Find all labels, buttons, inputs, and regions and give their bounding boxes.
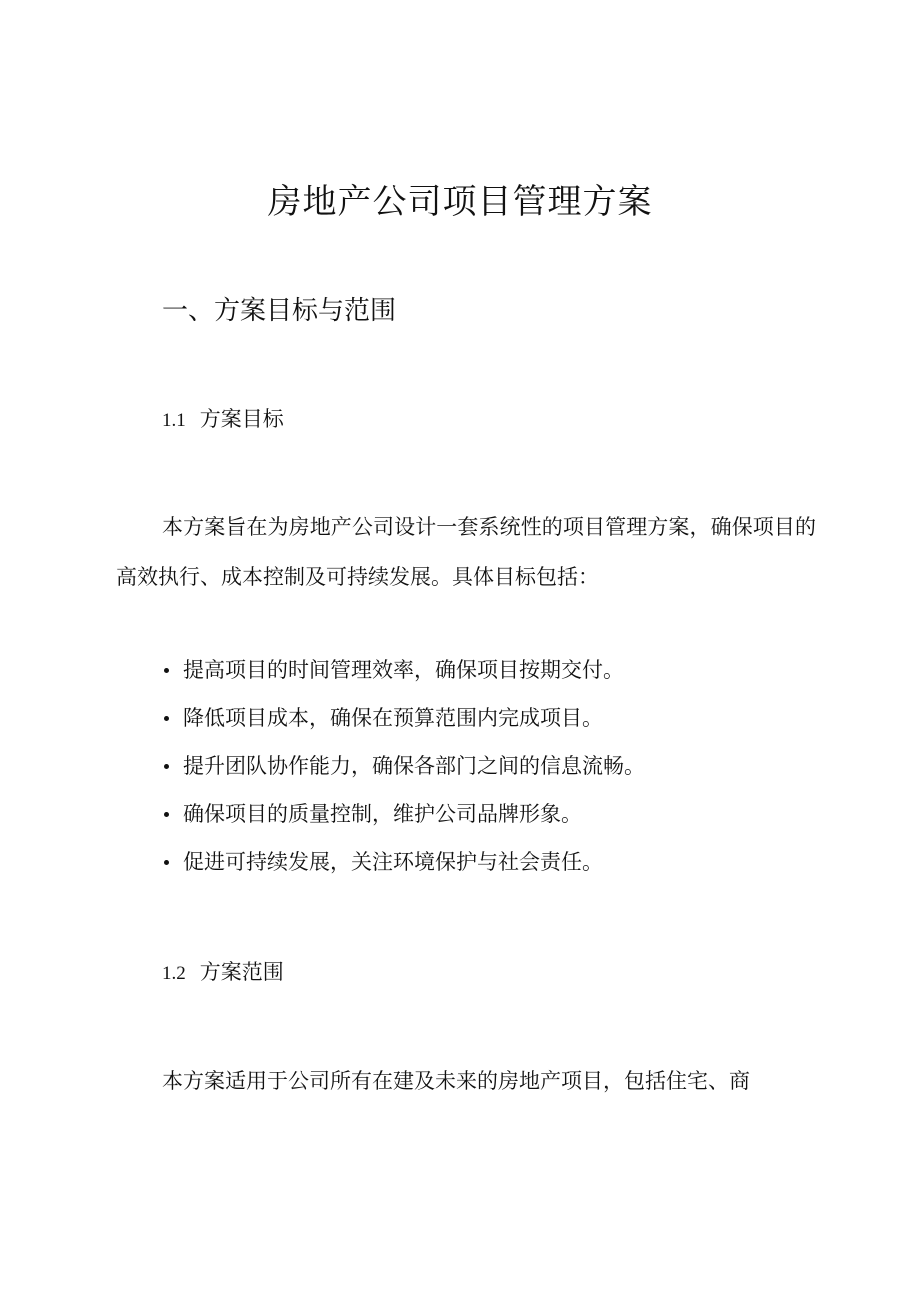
bullet-icon xyxy=(164,668,169,673)
section-heading: 一、方案目标与范围 xyxy=(162,296,397,326)
subsection-heading-scope xyxy=(162,957,284,989)
subsection-title: 方案范围 xyxy=(199,960,284,984)
bullet-icon xyxy=(164,764,169,769)
bullet-icon xyxy=(164,716,169,721)
subsection-number: 1.1 xyxy=(162,410,186,431)
list-item xyxy=(162,742,645,790)
list-item-text: 确保项目的质量控制，维护公司品牌形象。 xyxy=(183,802,582,826)
list-item xyxy=(162,646,645,694)
list-item xyxy=(162,694,645,742)
scope-paragraph: 本方案适用于公司所有在建及未来的房地产项目，包括住宅、商 xyxy=(162,1069,750,1093)
list-item xyxy=(162,838,645,886)
list-item-text: 降低项目成本，确保在预算范围内完成项目。 xyxy=(183,706,603,730)
list-item xyxy=(162,790,645,838)
list-item-text: 提升团队协作能力，确保各部门之间的信息流畅。 xyxy=(183,754,645,778)
list-item-text: 促进可持续发展，关注环境保护与社会责任。 xyxy=(183,850,603,874)
list-item-text: 提高项目的时间管理效率，确保项目按期交付。 xyxy=(183,658,624,682)
subsection-title: 方案目标 xyxy=(199,407,284,431)
bullet-icon xyxy=(164,860,169,865)
subsection-number: 1.2 xyxy=(162,963,186,984)
bullet-icon xyxy=(164,812,169,817)
goals-bullet-list xyxy=(162,646,645,886)
goals-paragraph: 本方案旨在为房地产公司设计一套系统性的项目管理方案，确保项目的高效执行、成本控制及可持续发展。具体目标包括： xyxy=(116,515,816,589)
document-title: 房地产公司项目管理方案 xyxy=(267,182,653,222)
subsection-heading-goals xyxy=(162,404,284,436)
